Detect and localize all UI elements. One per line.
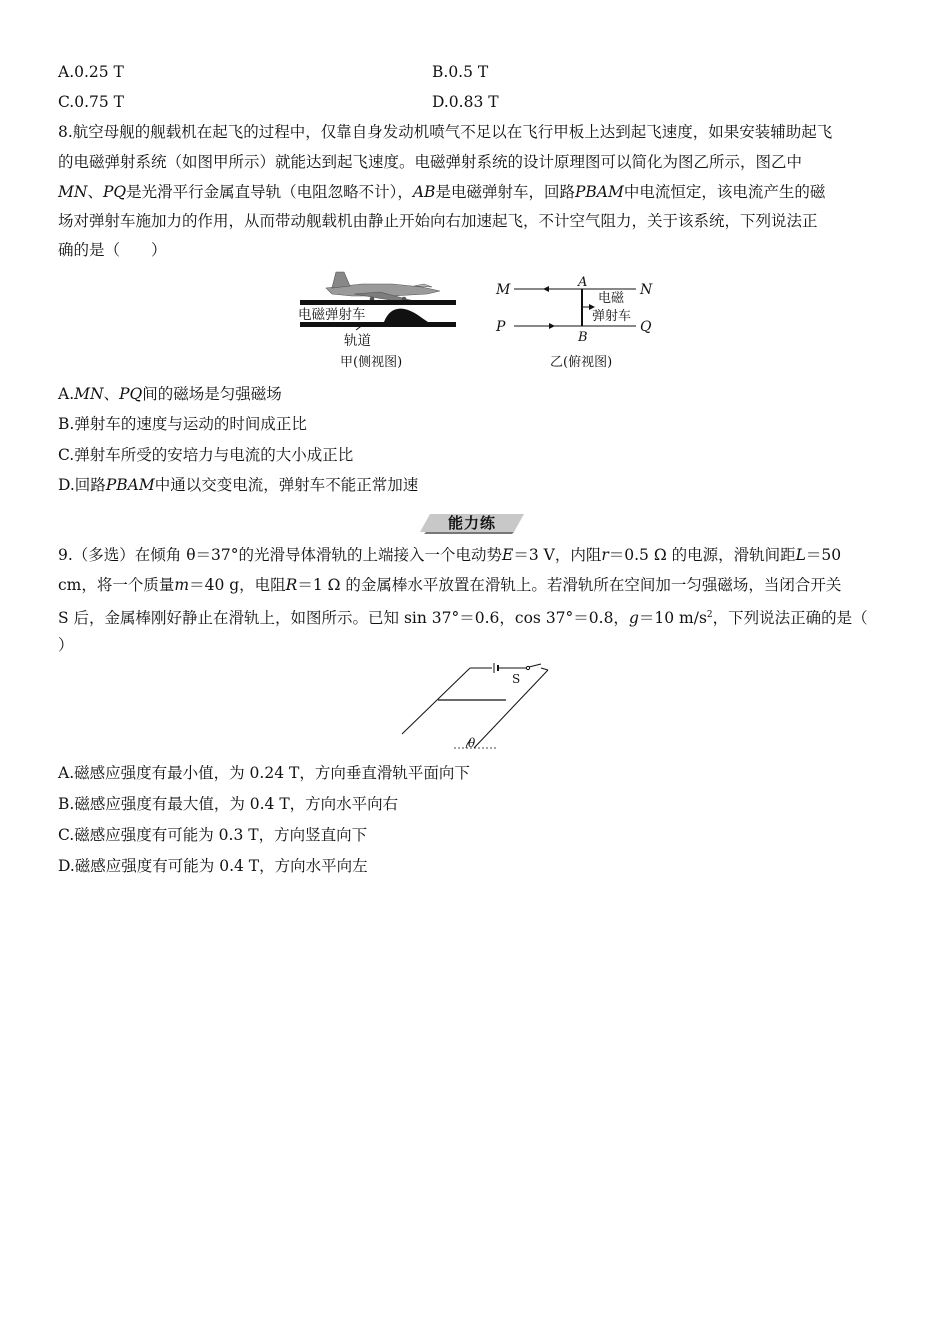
var-ab: AB [412, 183, 436, 201]
q7-option-a: A.0.25 T [58, 63, 124, 81]
label-n: N [640, 282, 653, 298]
q7-option-d: D.0.83 T [432, 93, 499, 111]
section-banner [420, 512, 524, 534]
q9-stem-line-2: cm，将一个质量m＝40 g，电阻R＝1 Ω 的金属棒水平放置在滑轨上。若滑轨所在空间加一匀强磁场，当闭合开关 [58, 576, 842, 594]
q8-option-d: D.回路PBAM中通以交变电流，弹射车不能正常加速 [58, 476, 419, 494]
label-cart: 电磁弹射车 [298, 307, 366, 323]
q9-option-d: D.磁感应强度有可能为 0.4 T，方向水平向左 [58, 857, 368, 875]
var-mn: MN [58, 183, 88, 201]
aircraft-icon [326, 272, 440, 302]
figure-q9-incline-rails [398, 660, 554, 752]
q9-stem-line-1: 9.（多选）在倾角 θ＝37°的光滑导体滑轨的上端接入一个电动势E＝3 V，内阻r＝0.5 Ω 的电源，滑轨间距L＝50 [58, 546, 842, 564]
q8-stem-line-1: 8.航空母舰的舰载机在起飞的过程中，仅靠自身发动机喷气不足以在飞行甲板上达到起飞速度，如果安装辅助起飞 [58, 123, 833, 141]
rail-left [402, 668, 470, 734]
q8-stem-line-5: 确的是（ ） [58, 241, 167, 259]
label-m: M [496, 282, 511, 298]
q7-option-b: B.0.5 T [432, 63, 489, 81]
caption-jia: 甲(侧视图) [340, 355, 403, 370]
caption-yi: 乙(俯视图) [550, 355, 613, 370]
label-theta: θ [468, 736, 476, 750]
section-banner-title: 能力练 [447, 514, 496, 532]
deck-top [300, 300, 456, 305]
label-switch-s: S [512, 672, 521, 686]
figure-jia-side-view [292, 266, 462, 374]
q8-option-c: C.弹射车所受的安培力与电流的大小成正比 [58, 446, 354, 464]
q8-option-b: B.弹射车的速度与运动的时间成正比 [58, 415, 307, 433]
label-cart-line2: 弹射车 [592, 309, 632, 324]
var-pbam: PBAM [574, 183, 624, 201]
q7-option-c: C.0.75 T [58, 93, 125, 111]
q9-option-c: C.磁感应强度有可能为 0.3 T，方向竖直向下 [58, 826, 368, 844]
q9-stem-line-4: ） [58, 636, 74, 654]
var-pq: PQ [102, 183, 127, 201]
label-a: A [578, 275, 588, 290]
q9-stem-line-3: S 后，金属棒刚好静止在滑轨上，如图所示。已知 sin 37°＝0.6，cos 37°＝0.8，g＝10 $m/s^2$，下列说法正确的是（ [58, 609, 868, 628]
q9-option-a: A.磁感应强度有最小值，为 0.24 T，方向垂直滑轨平面向下 [58, 764, 470, 782]
catapult-cart-shape [384, 309, 428, 322]
switch-s [529, 664, 541, 667]
label-track: 轨道 [344, 333, 371, 349]
q8-stem-line-4: 场对弹射车施加力的作用，从而带动舰载机由静止开始向右加速起飞，不计空气阻力，关于该系统，下列说法正 [58, 212, 818, 230]
label-cart-line1: 电磁 [598, 291, 625, 306]
figure-yi-top-view [490, 272, 660, 372]
label-b: B [578, 330, 588, 345]
label-p: P [496, 319, 506, 335]
q8-stem-line-2: 的电磁弹射系统（如图甲所示）就能达到起飞速度。电磁弹射系统的设计原理图可以简化为图乙所示，图乙中 [58, 153, 803, 171]
label-q: Q [640, 319, 652, 335]
rail-right [474, 670, 548, 748]
q8-stem-line-3: MN、PQ是光滑平行金属直导轨（电阻忽略不计），AB是电磁弹射车，回路PBAM中电流恒定，该电流产生的磁 [58, 183, 826, 201]
q8-option-a: A.MN、PQ间的磁场是匀强磁场 [58, 385, 282, 403]
q9-option-b: B.磁感应强度有最大值，为 0.4 T，方向水平向右 [58, 795, 399, 813]
